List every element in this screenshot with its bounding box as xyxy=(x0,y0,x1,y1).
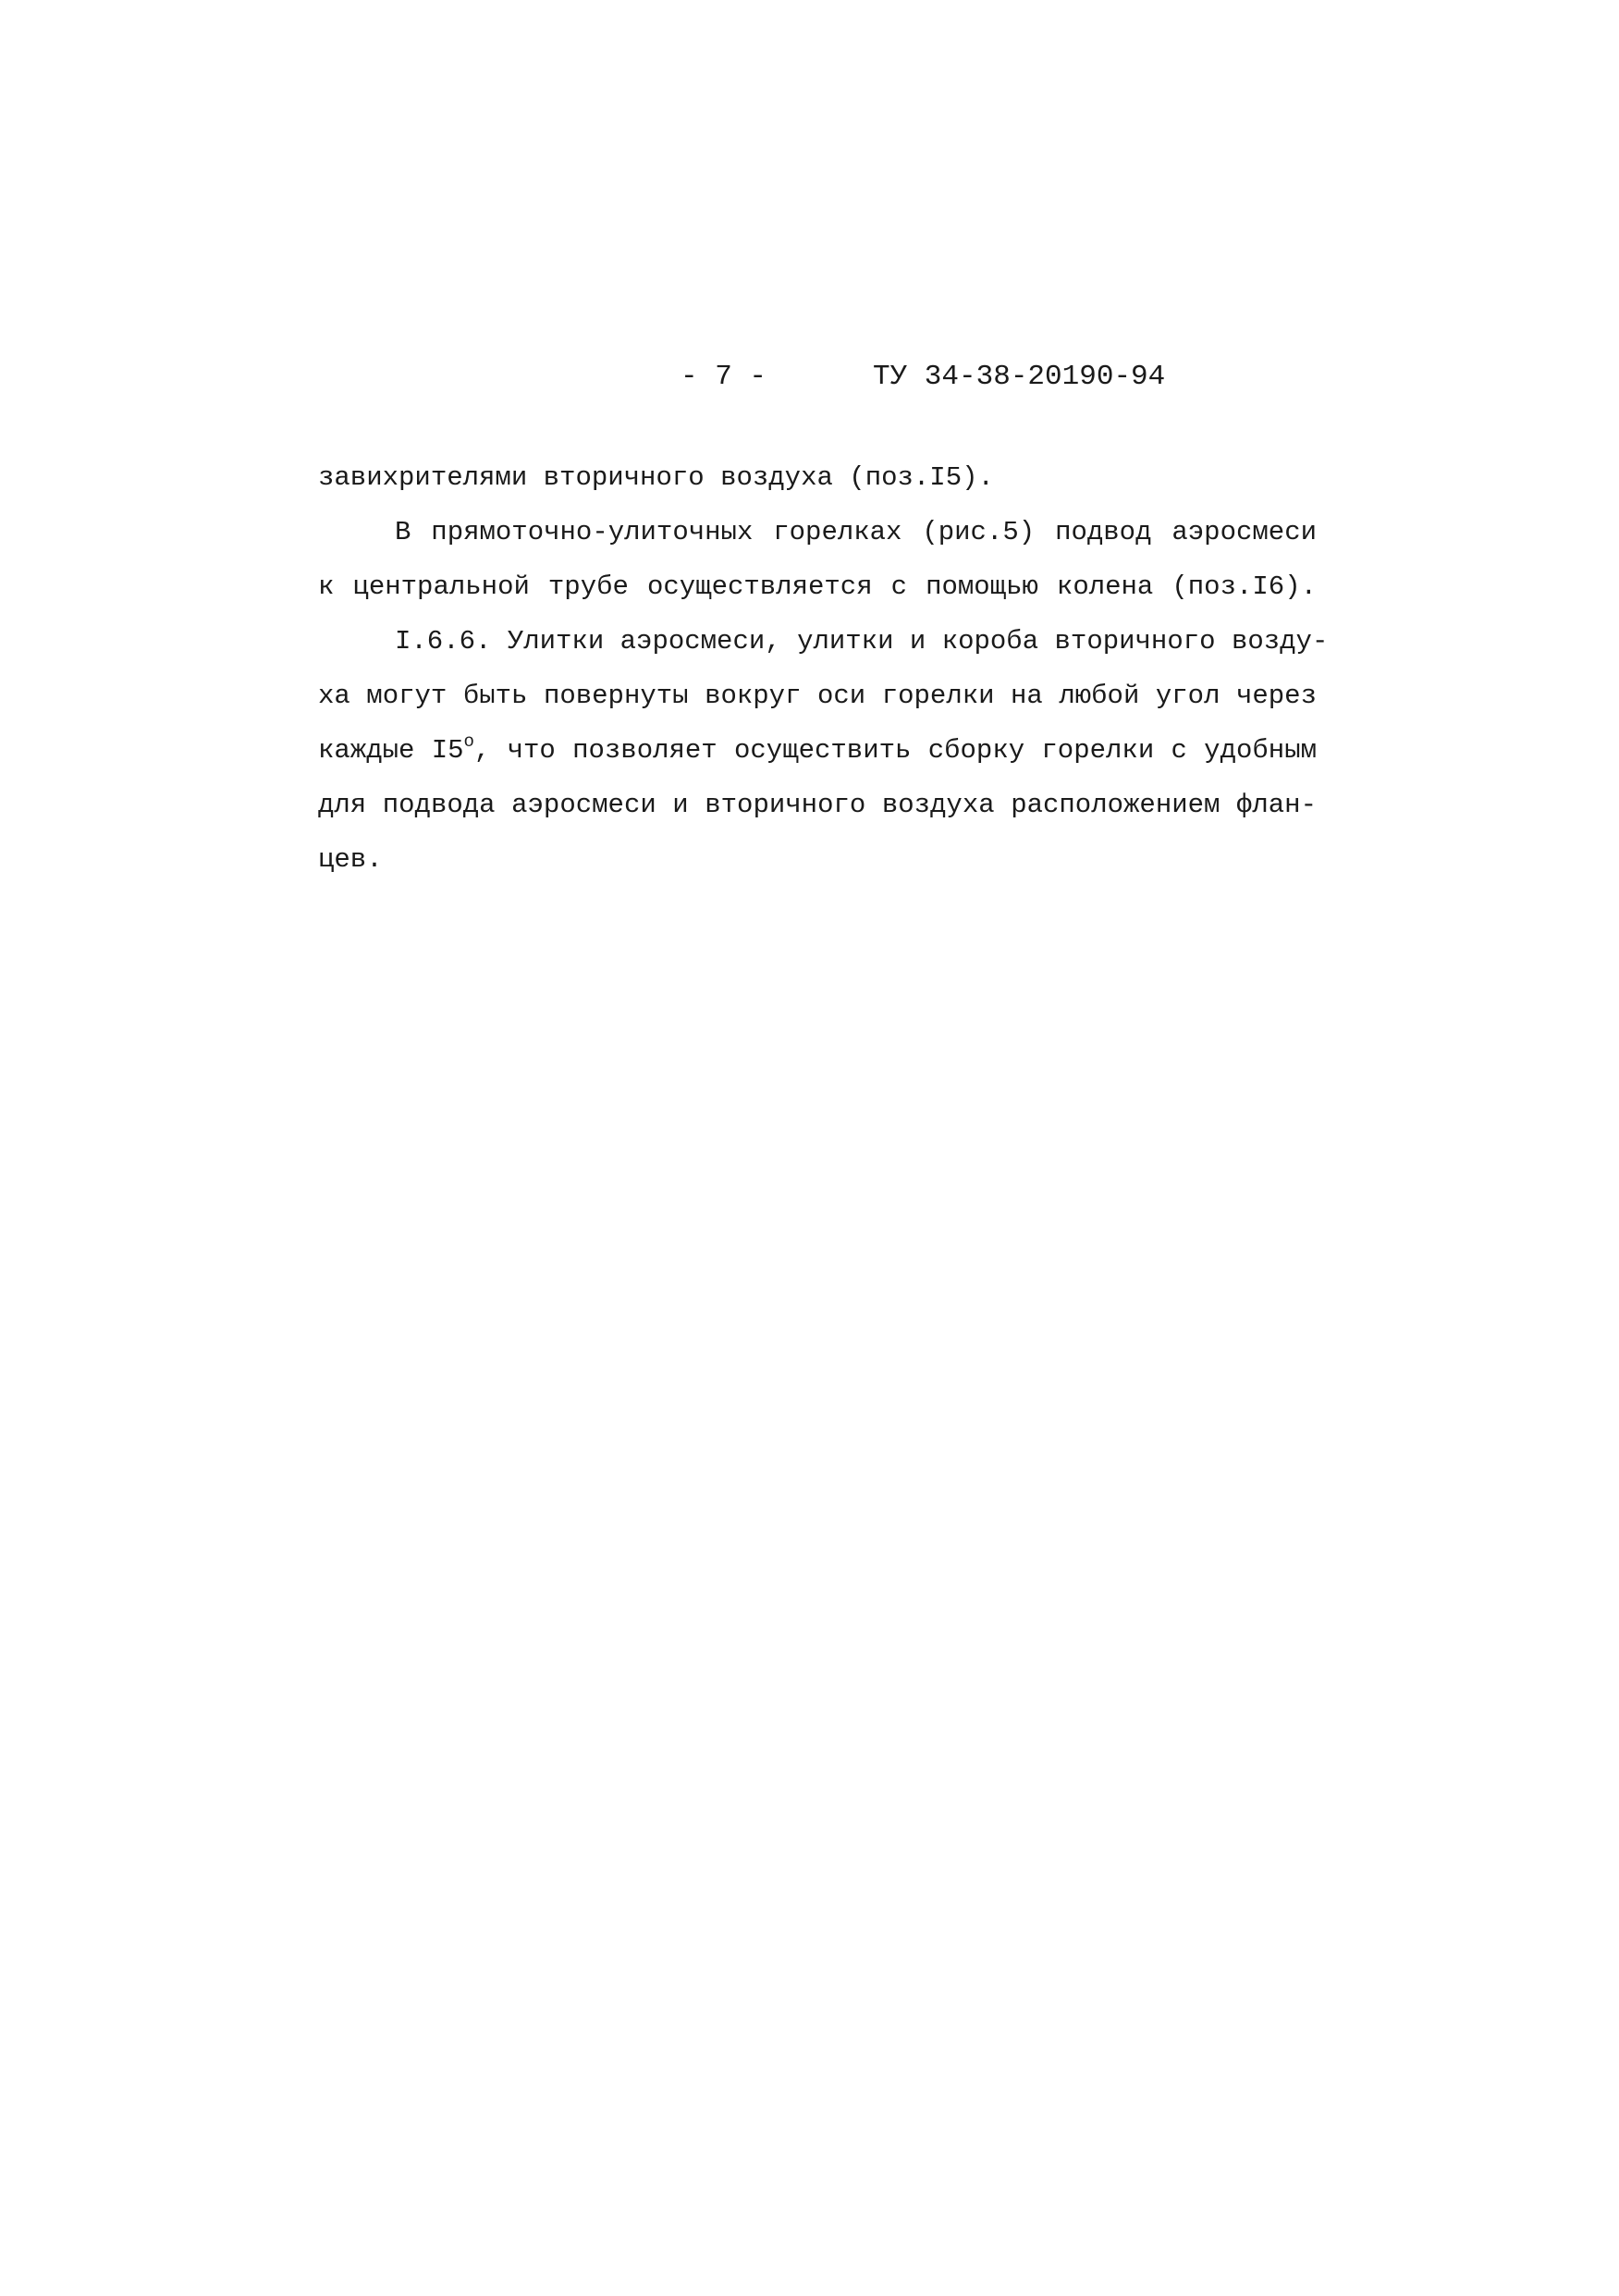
degree-superscript: o xyxy=(463,731,474,752)
text-line: ха могут быть повернуты вокруг оси горелки на любой угол через xyxy=(318,681,1317,711)
page-header xyxy=(0,361,1619,407)
text-line: завихрителями вторичного воздуха (поз.I5). xyxy=(318,462,994,493)
text-line: I.6.6. Улитки аэросмеси, улитки и короба вторичного возду- xyxy=(395,626,1329,657)
text-fragment: каждые I5 xyxy=(318,735,464,766)
text-line: В прямоточно-улиточных горелках (рис.5) подвод аэросмеси xyxy=(395,517,1317,547)
page-number: - 7 - xyxy=(681,361,767,393)
document-code: ТУ 34-38-20190-94 xyxy=(873,361,1166,393)
text-line-with-superscript xyxy=(318,723,1317,778)
text-line: для подвода аэросмеси и вторичного воздуха расположением флан- xyxy=(318,790,1317,820)
text-line: цев. xyxy=(318,844,383,875)
text-line: к центральной трубе осуществляется с помощью колена (поз.I6). xyxy=(318,571,1317,602)
text-fragment: , что позволяет осуществить сборку горелки с удобным xyxy=(473,735,1317,766)
body-text xyxy=(318,450,1329,887)
